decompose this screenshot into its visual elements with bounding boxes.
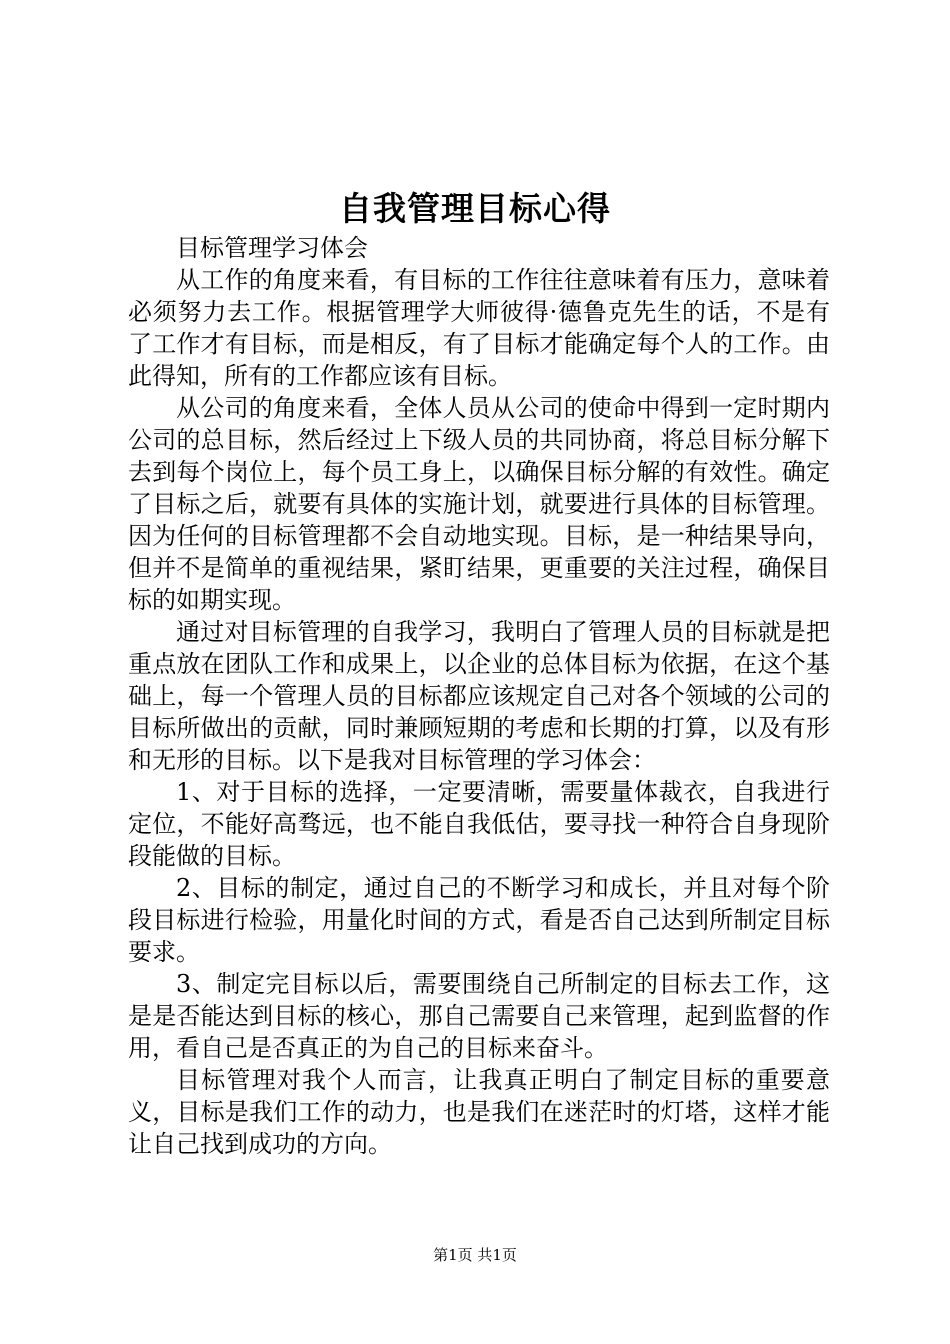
page-footer: 第1页 共1页 xyxy=(433,1246,517,1264)
document-title: 自我管理目标心得 xyxy=(339,189,611,228)
document-subtitle: 目标管理学习体会 xyxy=(176,234,368,262)
numbered-item: 3、制定完目标以后，需要围绕自己所制定的目标去工作，这是是否能达到目标的核心，那自己需要自己来管理，起到监督的作用，看自己是否真正的为自己的目标来奋斗。 xyxy=(128,970,830,1062)
paragraph: 通过对目标管理的自我学习，我明白了管理人员的目标就是把重点放在团队工作和成果上，以企业的总体目标为依据，在这个基础上，每一个管理人员的目标都应该规定自己对各个领域的公司的目标所做出的贡献，同时兼顾短期的考虑和长期的打算，以及有形和无形的目标。以下是我对目标管理的学习体会： xyxy=(128,618,830,774)
paragraph: 从工作的角度来看，有目标的工作往往意味着有压力，意味着必须努力去工作。根据管理学大师彼得·德鲁克先生的话，不是有了工作才有目标，而是相反，有了目标才能确定每个人的工作。由此得知，所有的工作都应该有目标。 xyxy=(128,266,830,390)
document-body xyxy=(128,232,830,1160)
paragraph: 目标管理对我个人而言，让我真正明白了制定目标的重要意义，目标是我们工作的动力，也是我们在迷茫时的灯塔，这样才能让自己找到成功的方向。 xyxy=(128,1066,830,1158)
numbered-item: 2、目标的制定，通过自己的不断学习和成长，并且对每个阶段目标进行检验，用量化时间的方式，看是否自己达到所制定目标要求。 xyxy=(128,874,830,966)
paragraph: 从公司的角度来看，全体人员从公司的使命中得到一定时期内公司的总目标，然后经过上下级人员的共同协商，将总目标分解下去到每个岗位上，每个员工身上，以确保目标分解的有效性。确定了目标之后，就要有具体的实施计划，就要进行具体的目标管理。因为任何的目标管理都不会自动地实现。目标，是一种结果导向，但并不是简单的重视结果，紧盯结果，更重要的关注过程，确保目标的如期实现。 xyxy=(128,394,830,614)
numbered-item: 1、对于目标的选择，一定要清晰，需要量体裁衣，自我进行定位，不能好高骛远，也不能自我低估，要寻找一种符合自身现阶段能做的目标。 xyxy=(128,778,830,870)
